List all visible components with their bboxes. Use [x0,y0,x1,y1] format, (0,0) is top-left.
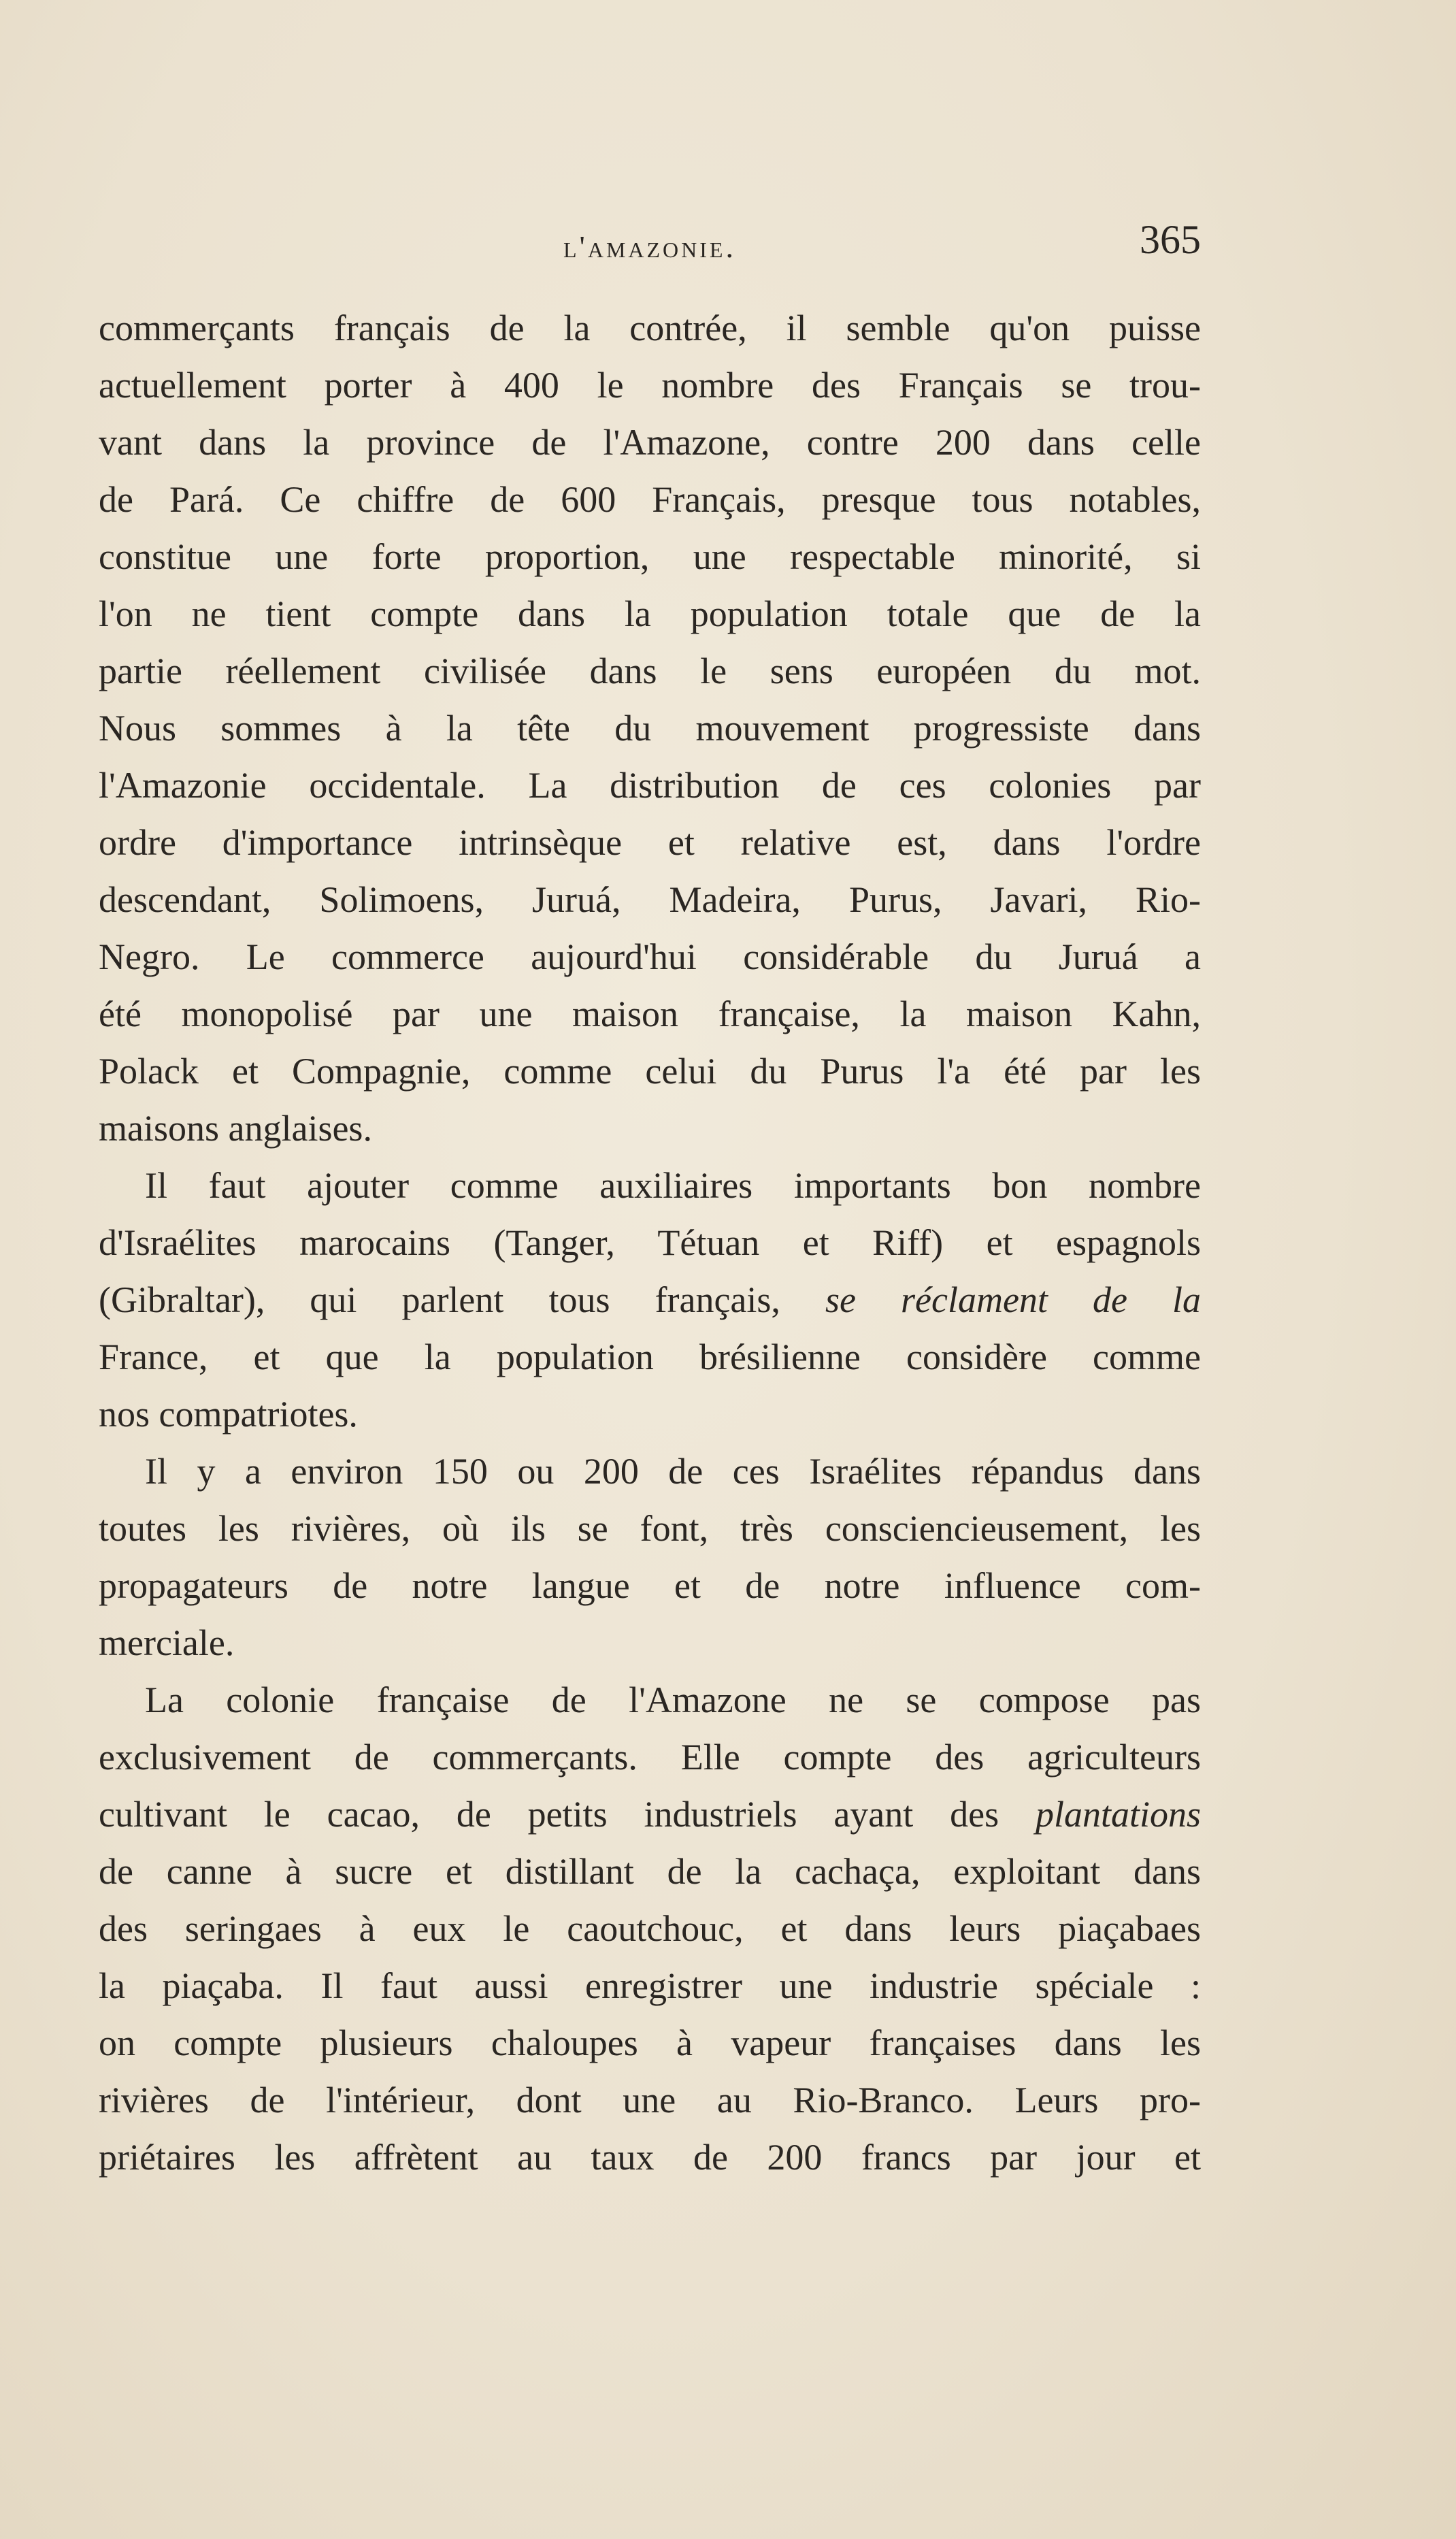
text-line [99,1786,1201,1843]
text-line: d'Israélites marocains (Tanger, Tétuan et Riff) et espagnols [99,1222,1201,1263]
text-line: de Pará. Ce chiffre de 600 Français, presque tous notables, [99,479,1201,520]
text-line [99,1271,1201,1328]
text-line: partie réellement civilisée dans le sens européen du mot. [99,651,1201,691]
text-line: Negro. Le commerce aujourd'hui considérable du Juruá a [99,936,1201,977]
running-title: l'amazonie. [563,229,736,264]
body-text [99,299,1201,2186]
text-line: Nous sommes à la tête du mouvement progressiste dans [99,708,1201,749]
text-line: priétaires les affrètent au taux de 200 francs par jour et [99,2137,1201,2178]
text-line: Il faut ajouter comme auxiliaires importants bon nombre [145,1165,1201,1206]
text-line: merciale. [99,1622,235,1663]
text-line: La colonie française de l'Amazone ne se compose pas [145,1680,1201,1720]
text-line: rivières de l'intérieur, dont une au Rio-Branco. Leurs pro- [99,2080,1201,2120]
text-line: été monopolisé par une maison française, la maison Kahn, [99,994,1201,1034]
text-line: propagateurs de notre langue et de notre influence com- [99,1565,1201,1606]
text-line: France, et que la population brésilienne considère comme [99,1337,1201,1377]
italic-fragment: se réclament de la [825,1279,1201,1320]
text-line: vant dans la province de l'Amazone, contre 200 dans celle [99,422,1201,463]
text-line: exclusivement de commerçants. Elle compte des agriculteurs [99,1737,1201,1778]
text-line: on compte plusieurs chaloupes à vapeur françaises dans les [99,2022,1201,2063]
text-line: commerçants français de la contrée, il semble qu'on puisse [99,308,1201,348]
italic-fragment: plantations [1035,1794,1201,1835]
text-line: des seringaes à eux le caoutchouc, et dans leurs piaçabaes [99,1908,1201,1949]
text-line: l'Amazonie occidentale. La distribution de ces colonies par [99,765,1201,806]
text-line: constitue une forte proportion, une respectable minorité, si [99,536,1201,577]
text-line: l'on ne tient compte dans la population totale que de la [99,593,1201,634]
text-line: la piaçaba. Il faut aussi enregistrer une industrie spéciale : [99,1965,1201,2006]
text-line: maisons anglaises. [99,1108,372,1149]
page-number: 365 [1140,217,1201,262]
text-line: de canne à sucre et distillant de la cachaça, exploitant dans [99,1851,1201,1892]
text-fragment: cultivant le cacao, de petits industriels ayant des [99,1794,1036,1835]
text-fragment: (Gibraltar), qui parlent tous français, [99,1279,825,1320]
page-header [99,216,1201,291]
text-line: toutes les rivières, où ils se font, très consciencieusement, les [99,1508,1201,1549]
text-line: Il y a environ 150 ou 200 de ces Israélites répandus dans [145,1451,1201,1492]
text-line: descendant, Solimoens, Juruá, Madeira, Purus, Javari, Rio- [99,879,1201,920]
text-line: Polack et Compagnie, comme celui du Purus l'a été par les [99,1051,1201,1092]
text-line: nos compatriotes. [99,1394,358,1435]
text-line: ordre d'importance intrinsèque et relative est, dans l'ordre [99,822,1201,863]
text-line: actuellement porter à 400 le nombre des Français se trou- [99,365,1201,406]
